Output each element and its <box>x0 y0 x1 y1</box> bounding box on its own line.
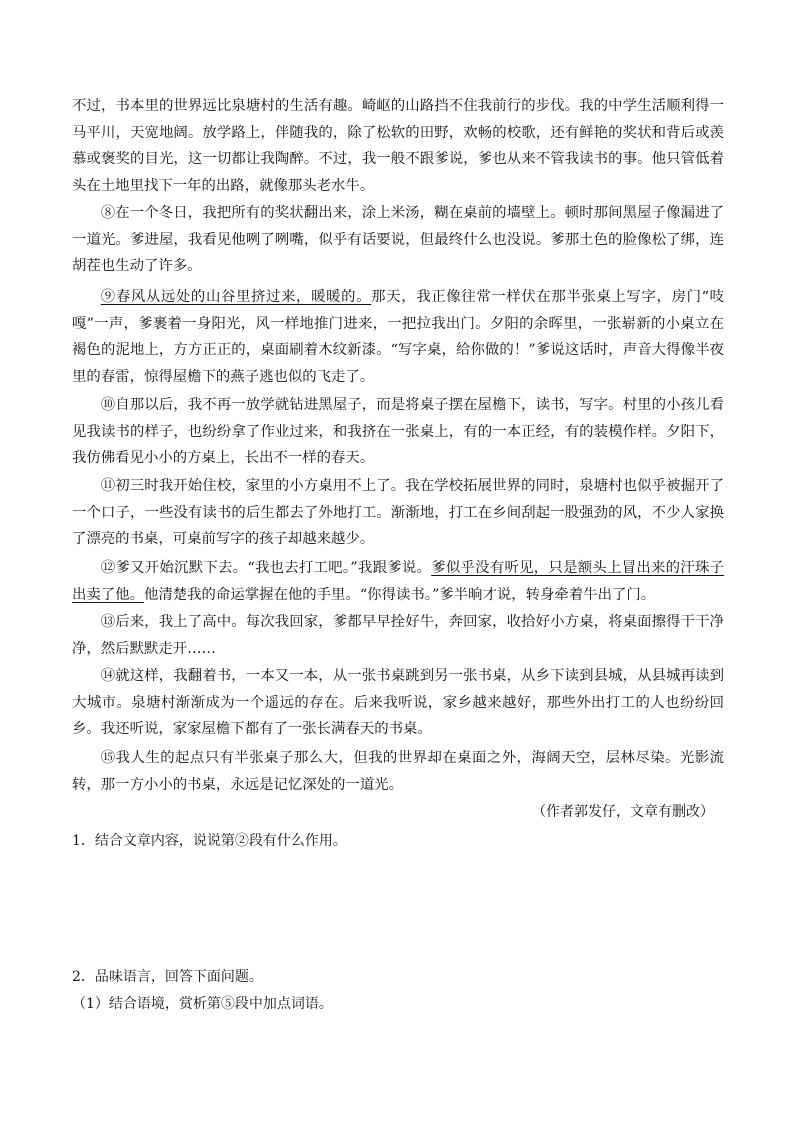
paragraph-text: ⑩自那以后，我不再一放学就钻进黑屋子，而是将桌子摆在屋檐下，读书，写字。村里的小孩儿看见我读书的样子，也纷纷拿了作业过来，和我挤在一张桌上，有的一本正经，有的装模作样。夕阳下，我仿佛看见小小的方桌上，长出不一样的春天。 <box>72 397 724 467</box>
paragraph-8 <box>72 200 724 280</box>
paragraph-text: 那天，我正像往常一样伏在那半张桌上写字，房门“吱嘎”一声，爹裹着一身阳光，风一样地推门进来，一把拉我出门。夕阳的余晖里，一张崭新的小桌立在褐色的泥地上，方方正正的，桌面刷着木纹新漆。“写字桌，给你做的！”爹说这话时，声音大得像半夜里的春雷，惊得屋檐下的燕子逃也似的飞走了。 <box>72 289 724 385</box>
paragraph-text: ⑧在一个冬日，我把所有的奖状翻出来，涂上米汤，糊在桌前的墙壁上。顿时那间黑屋子像漏进了一道光。爹进屋，我看见他咧了咧嘴，似乎有话要说，但最终什么也没说。爹那土色的脸像松了绑，连胡茬也生动了许多。 <box>72 205 724 275</box>
question-2: 2．品味语言，回答下面问题。 <box>72 969 263 985</box>
paragraph-9 <box>72 284 724 390</box>
paragraph-text: ⑫爹又开始沉默下去。“我也去打工吧。”我跟爹说。 <box>100 560 432 576</box>
paragraph-intro <box>72 93 724 199</box>
paragraph-text: ⑪初三时我开始住校，家里的小方桌用不上了。我在学校拓展世界的同时，泉塘村也似乎被掘开了一个口子，一些没有读书的后生都去了外地打工。渐渐地，打工在乡间刮起一股强劲的风，不少人家换了漂亮的书桌，可桌前写字的孩子却越来越少。 <box>72 478 724 548</box>
paragraph-text: 他清楚我的命运掌握在他的手里。“你得读书。”爹半晌才说，转身牵着牛出了门。 <box>143 586 656 603</box>
question-2-1: （1）结合语境，赏析第⑤段中加点词语。 <box>72 996 333 1012</box>
paragraph-10 <box>72 392 724 472</box>
paragraph-text: 不过，书本里的世界远比泉塘村的生活有趣。崎岖的山路挡不住我前行的步伐。我的中学生活顺利得一马平川，天宽地阔。放学路上，伴随我的，除了松软的田野，欢畅的校歌，还有鲜艳的奖状和背后或羡慕或褒奖的目光，这一切都让我陶醉。不过，我一般不跟爹说，爹也从来不管我读书的事。他只管低着头在土地里找下一年的出路，就像那头老水牛。 <box>72 98 724 194</box>
author-credit: （作者郭发仔，文章有删改） <box>532 804 714 820</box>
paragraph-14 <box>72 663 724 743</box>
paragraph-text: ⑮我人生的起点只有半张桌子那么大，但我的世界却在桌面之外，海阔天空，层林尽染。光影流转，那一方小小的书桌，永远是记忆深处的一道光。 <box>72 750 724 793</box>
question-1: 1．结合文章内容，说说第②段有什么作用。 <box>72 833 347 849</box>
paragraph-15 <box>72 745 724 798</box>
underlined-sentence: ⑨春风从远处的山谷里挤过来，暖暖的。 <box>100 289 372 305</box>
paragraph-text: ⑭就这样，我翻着书，一本又一本，从一张书桌跳到另一张书桌，从乡下读到县城，从县城再读到大城市。泉塘村渐渐成为一个遥远的存在。后来我听说，家乡越来越好，那些外出打工的人也纷纷回乡。我还听说，家家屋檐下都有了一张长满春天的书桌。 <box>72 668 724 738</box>
paragraph-13 <box>72 609 724 662</box>
paragraph-12 <box>72 555 724 608</box>
paragraph-11 <box>72 473 724 553</box>
underlined-sentence: 爹似乎没有听见，只是额头上冒出来的汗珠子出卖了他。 <box>72 560 724 603</box>
paragraph-text: ⑬后来，我上了高中。每次我回家，爹都早早拴好牛，奔回家，收拾好小方桌，将桌面擦得干干净净，然后默默走开…… <box>72 614 724 657</box>
